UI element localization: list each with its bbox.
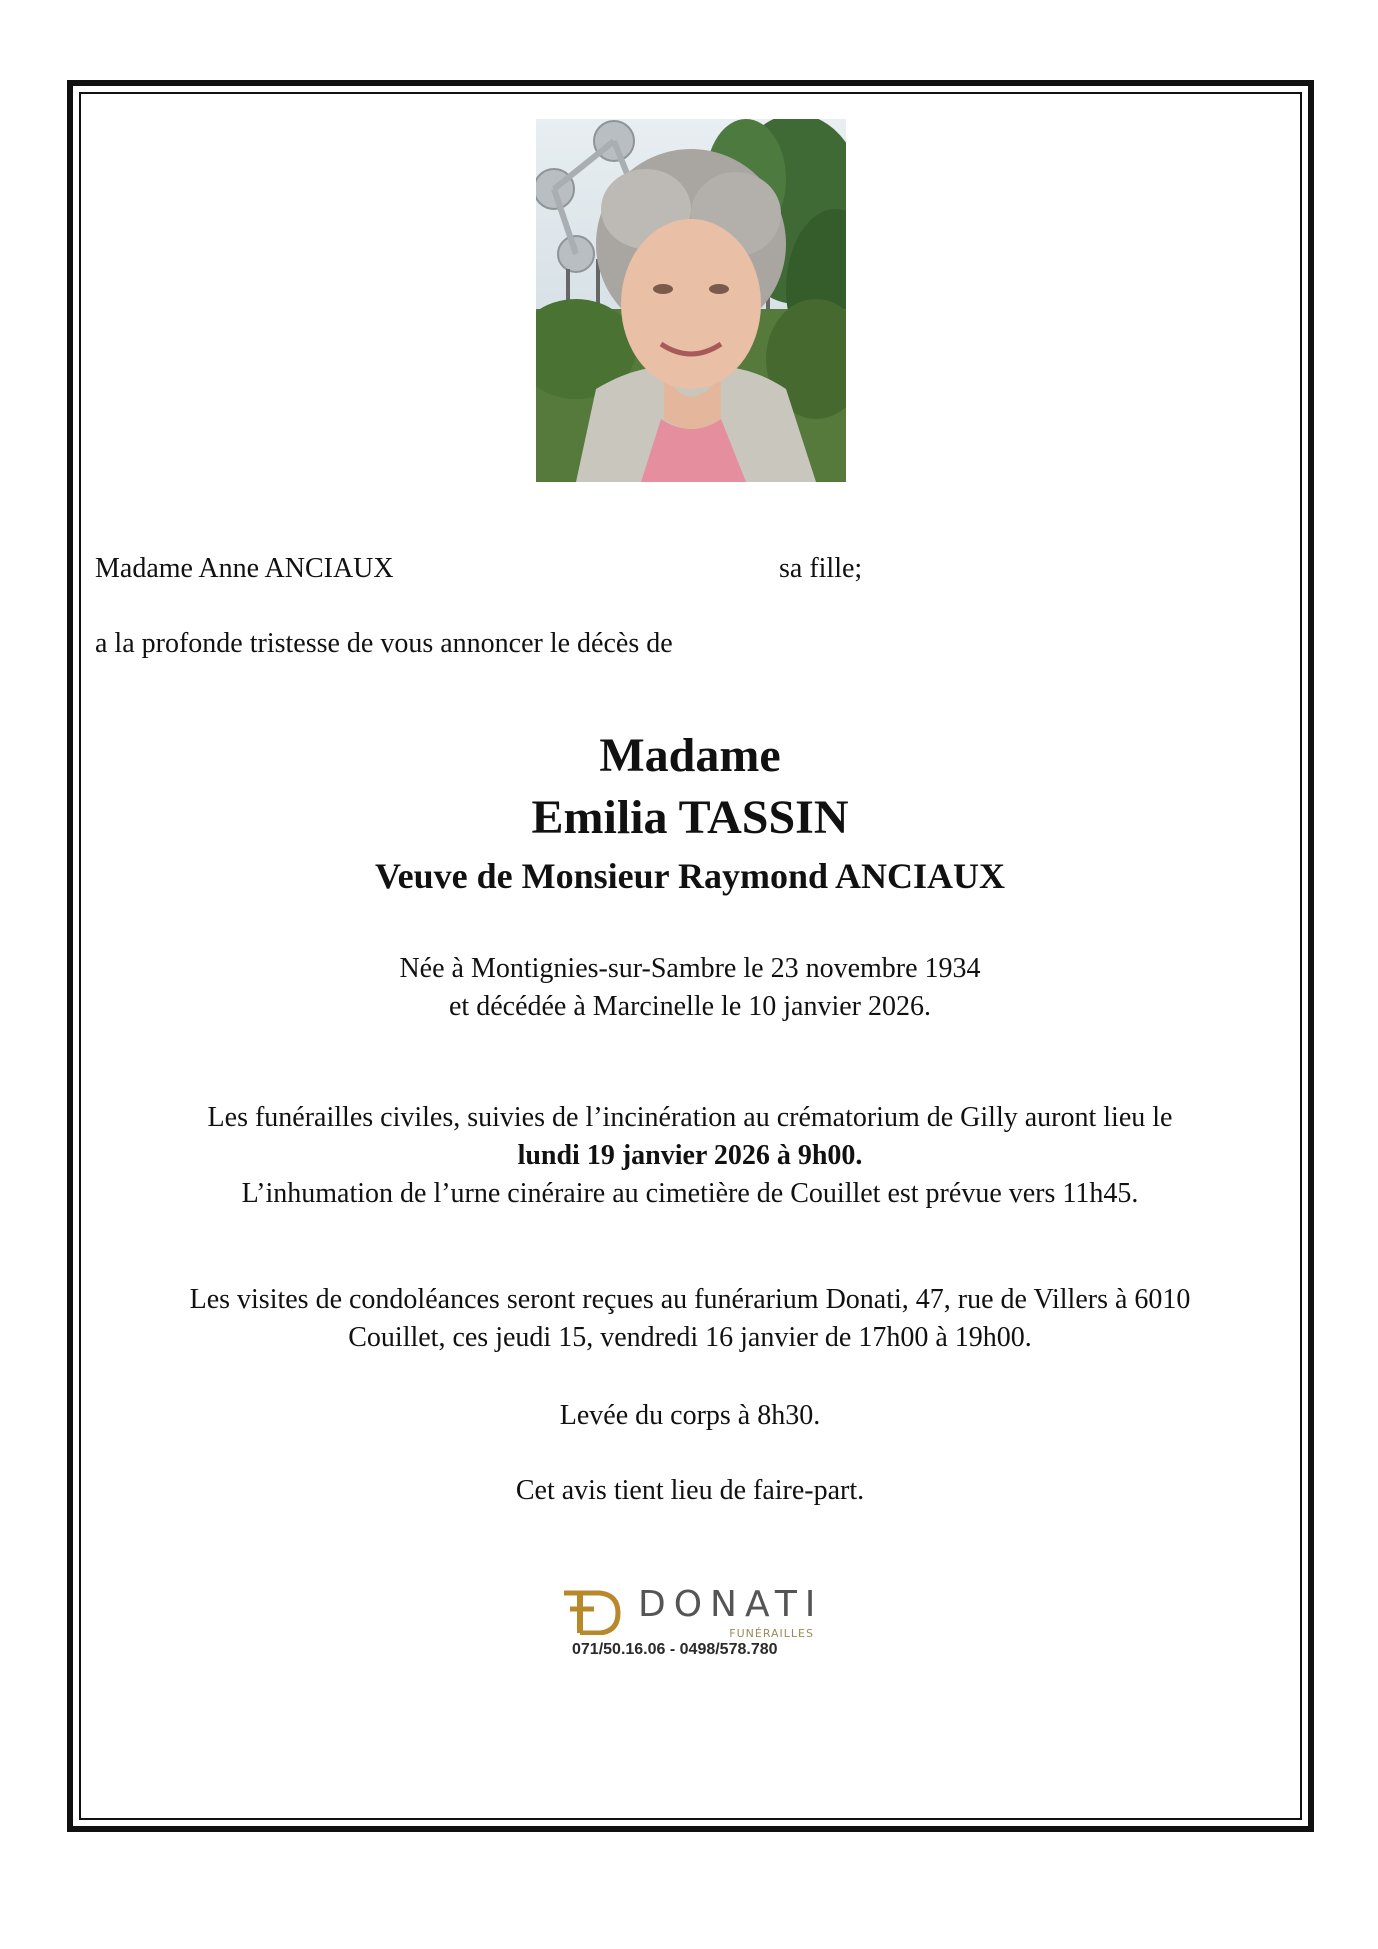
visits-line-1: Les visites de condoléances seront reçues au funérarium Donati, 47, rue de Villers à 6010 <box>189 1284 1191 1315</box>
birth-line: Née à Montignies-sur-Sambre le 23 novembre 1934 <box>399 953 981 984</box>
deceased-name: Emilia TASSIN <box>531 791 849 844</box>
visits-line-2: Couillet, ces jeudi 15, vendredi 16 janvier de 17h00 à 19h00. <box>348 1322 1032 1353</box>
funeral-line: Les funérailles civiles, suivies de l’incinération au crématorium de Gilly auront lieu le <box>207 1102 1173 1133</box>
notice-line: Cet avis tient lieu de faire-part. <box>515 1475 865 1506</box>
levee-line: Levée du corps à 8h30. <box>559 1400 821 1431</box>
funeral-date: lundi 19 janvier 2026 à 9h00. <box>517 1140 863 1171</box>
deceased-title: Madame <box>599 729 781 782</box>
donati-mark-icon <box>560 1587 622 1635</box>
announcer-name: Madame Anne ANCIAUX <box>95 553 394 584</box>
portrait-photo <box>536 119 846 482</box>
donati-logo <box>560 1585 830 1665</box>
logo-subtitle: FUNÉRAILLES <box>729 1627 814 1640</box>
intro-text: a la profonde tristesse de vous annoncer le décès de <box>95 628 673 659</box>
burial-line: L’inhumation de l’urne cinéraire au cimetière de Couillet est prévue vers 11h45. <box>241 1178 1139 1209</box>
death-line: et décédée à Marcinelle le 10 janvier 2026. <box>449 991 931 1022</box>
logo-name: DONATI <box>638 1584 824 1625</box>
announcer-relation: sa fille; <box>779 553 863 584</box>
logo-phones: 071/50.16.06 - 0498/578.780 <box>572 1641 778 1658</box>
deceased-spouse: Veuve de Monsieur Raymond ANCIAUX <box>374 856 1006 896</box>
